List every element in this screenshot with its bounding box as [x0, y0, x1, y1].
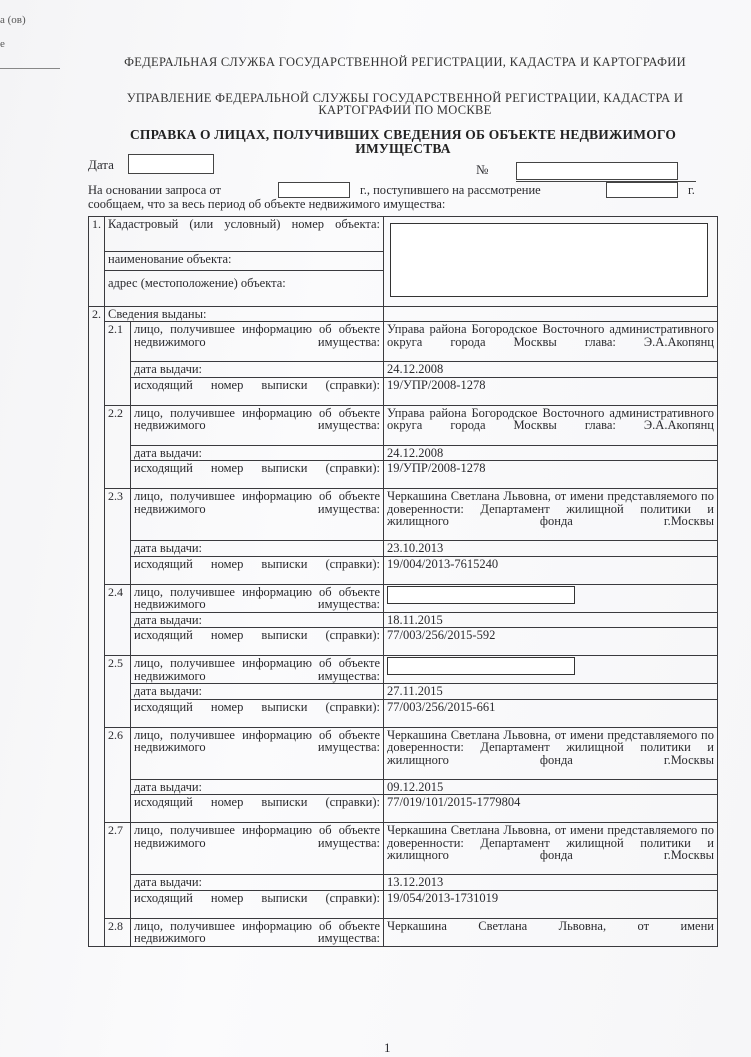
person-value: [384, 656, 718, 684]
request-date-redacted-box: [278, 182, 350, 198]
table-row: [89, 541, 718, 557]
table-row: [89, 612, 718, 628]
cadastral-redacted-box: [390, 223, 708, 297]
person-label: лицо, получившее информацию об объекте недвижимого имущества:: [131, 584, 384, 612]
object-name-label: наименование объекта:: [105, 252, 384, 271]
entry-number: 2.3: [105, 489, 131, 585]
person-value: [384, 584, 718, 612]
outgoing-number-value: 19/054/2013-1731019: [384, 890, 718, 918]
entry-number: 2.1: [105, 322, 131, 406]
recipients-table: [88, 216, 718, 947]
outgoing-number-value: 77/003/256/2015-592: [384, 628, 718, 656]
table-row: [89, 217, 718, 252]
table-row: [89, 306, 718, 322]
outgoing-number-value: 19/004/2013-7615240: [384, 556, 718, 584]
table-row: [89, 322, 718, 362]
table-row: [89, 779, 718, 795]
edge-note-line2: е: [0, 38, 5, 50]
table-row: [89, 699, 718, 727]
person-value: Черкашина Светлана Львовна, от имени: [384, 918, 718, 946]
section-number: 2.: [89, 306, 105, 946]
outgoing-number-value: 77/019/101/2015-1779804: [384, 795, 718, 823]
document-title: СПРАВКА О ЛИЦАХ, ПОЛУЧИВШИХ СВЕДЕНИЯ ОБ ОБЪЕКТЕ НЕДВИЖИМОГО ИМУЩЕСТВА: [129, 127, 677, 156]
basis-part1: На основании запроса от: [88, 183, 221, 197]
section2-title: Сведения выданы:: [105, 306, 384, 322]
issue-date-label: дата выдачи:: [131, 362, 384, 378]
edge-divider: [0, 68, 60, 69]
table-row: [89, 727, 718, 779]
edge-note: [0, 8, 26, 56]
issue-date-label: дата выдачи:: [131, 541, 384, 557]
number-redacted-box: [516, 162, 678, 180]
outgoing-number-label: исходящий номер выписки (справки):: [131, 556, 384, 584]
table-row: [89, 445, 718, 461]
outgoing-number-label: исходящий номер выписки (справки):: [131, 628, 384, 656]
person-value: Управа района Богородское Восточного административного округа города Москвы глава: Э.А.Акопянц: [384, 322, 718, 362]
issue-date-value: 27.11.2015: [384, 684, 718, 700]
person-label: лицо, получившее информацию об объекте недвижимого имущества:: [131, 823, 384, 875]
person-label: лицо, получившее информацию об объекте недвижимого имущества:: [131, 727, 384, 779]
issue-date-value: 18.11.2015: [384, 612, 718, 628]
issue-date-value: 24.12.2008: [384, 445, 718, 461]
table-row: [89, 656, 718, 684]
outgoing-number-label: исходящий номер выписки (справки):: [131, 461, 384, 489]
table-row: [89, 795, 718, 823]
table-row: [89, 875, 718, 891]
outgoing-number-label: исходящий номер выписки (справки):: [131, 699, 384, 727]
entry-number: 2.8: [105, 918, 131, 946]
basis-text: [88, 184, 704, 212]
issue-date-label: дата выдачи:: [131, 779, 384, 795]
page-number: 1: [384, 1040, 391, 1055]
number-label: №: [476, 162, 489, 177]
table-row: [89, 890, 718, 918]
cadastral-value-cell: [384, 217, 718, 307]
basis-line2: сообщаем, что за весь период об объекте недвижимого имущества:: [88, 197, 446, 211]
received-date-redacted-box: [606, 182, 678, 198]
table-row: [89, 556, 718, 584]
outgoing-number-value: 19/УПР/2008-1278: [384, 377, 718, 405]
table-row: [89, 628, 718, 656]
issue-date-label: дата выдачи:: [131, 612, 384, 628]
entry-number: 2.6: [105, 727, 131, 823]
outgoing-number-label: исходящий номер выписки (справки):: [131, 795, 384, 823]
issue-date-value: 13.12.2013: [384, 875, 718, 891]
issue-date-label: дата выдачи:: [131, 684, 384, 700]
person-value: Управа района Богородское Восточного административного округа города Москвы глава: Э.А.Акопянц: [384, 405, 718, 445]
issue-date-label: дата выдачи:: [131, 445, 384, 461]
department-header: УПРАВЛЕНИЕ ФЕДЕРАЛЬНОЙ СЛУЖБЫ ГОСУДАРСТВЕННОЙ РЕГИСТРАЦИИ, КАДАСТРА И КАРТОГРАФИИ ПО МОСКВЕ: [126, 91, 684, 117]
table-row: [89, 684, 718, 700]
entry-number: 2.4: [105, 584, 131, 656]
object-address-label: адрес (местоположение) объекта:: [105, 271, 384, 306]
entry-number: 2.5: [105, 656, 131, 728]
section-number: 1.: [89, 217, 105, 307]
table-row: [89, 584, 718, 612]
outgoing-number-value: 19/УПР/2008-1278: [384, 461, 718, 489]
issue-date-value: 09.12.2015: [384, 779, 718, 795]
issue-date-label: дата выдачи:: [131, 875, 384, 891]
person-value: Черкашина Светлана Львовна, от имени представляемого по доверенности: Департамент жилищной политики и жилищного фонда г.Москвы: [384, 727, 718, 779]
table-row: [89, 362, 718, 378]
date-redacted-box: [128, 154, 214, 174]
person-value: Черкашина Светлана Львовна, от имени представляемого по доверенности: Департамент жилищной политики и жилищного фонда г.Москвы: [384, 823, 718, 875]
issue-date-value: 24.12.2008: [384, 362, 718, 378]
person-redacted-box: [387, 586, 575, 604]
person-redacted-box: [387, 657, 575, 675]
basis-part3: г.: [688, 183, 695, 197]
table-row: [89, 461, 718, 489]
edge-note-line1: а (ов): [0, 14, 26, 26]
section2-title-value: [384, 306, 718, 322]
table-row: [89, 489, 718, 541]
outgoing-number-value: 77/003/256/2015-661: [384, 699, 718, 727]
person-label: лицо, получившее информацию об объекте недвижимого имущества:: [131, 489, 384, 541]
person-label: лицо, получившее информацию об объекте недвижимого имущества:: [131, 405, 384, 445]
cadastral-number-label: Кадастровый (или условный) номер объекта:: [105, 217, 384, 252]
table-row: [89, 918, 718, 946]
table-row: [89, 823, 718, 875]
person-label: лицо, получившее информацию об объекте недвижимого имущества:: [131, 918, 384, 946]
entry-number: 2.7: [105, 823, 131, 919]
table-row: [89, 377, 718, 405]
outgoing-number-label: исходящий номер выписки (справки):: [131, 377, 384, 405]
person-label: лицо, получившее информацию об объекте недвижимого имущества:: [131, 322, 384, 362]
basis-part2: г., поступившего на рассмотрение: [360, 183, 541, 197]
issue-date-value: 23.10.2013: [384, 541, 718, 557]
date-label: Дата: [88, 157, 114, 172]
outgoing-number-label: исходящий номер выписки (справки):: [131, 890, 384, 918]
agency-header: ФЕДЕРАЛЬНАЯ СЛУЖБА ГОСУДАРСТВЕННОЙ РЕГИСТРАЦИИ, КАДАСТРА И КАРТОГРАФИИ: [124, 55, 686, 69]
entry-number: 2.2: [105, 405, 131, 489]
person-label: лицо, получившее информацию об объекте недвижимого имущества:: [131, 656, 384, 684]
table-row: [89, 405, 718, 445]
person-value: Черкашина Светлана Львовна, от имени представляемого по доверенности: Департамент жилищной политики и жилищного фонда г.Москвы: [384, 489, 718, 541]
